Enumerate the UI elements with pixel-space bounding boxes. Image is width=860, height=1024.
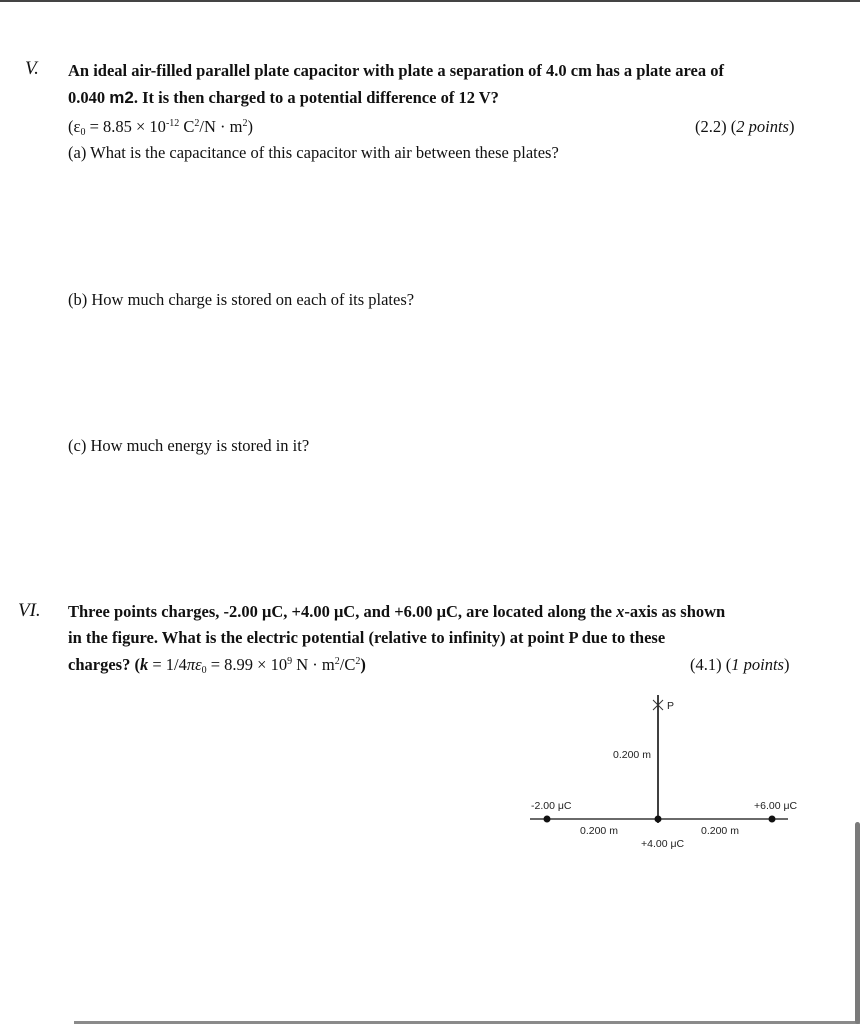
problem-v-number: V. [25,58,39,79]
point-p-label: P [667,700,675,712]
problem-v-part-b: (b) How much charge is stored on each of its plates? [68,290,415,309]
problem-vi-line-2: in the figure. What is the electric potential (relative to infinity) at point P due to these [68,628,666,647]
left-charge-dot [544,816,551,823]
middle-charge-label: +4.00 μC [641,838,685,850]
problem-vi-line-3: charges? ($k = 1/4\pi\varepsilon_0 = 8.99 \times 10^9$ $N \cdot m^2/C^2$) [68,655,366,676]
right-charge-label: +6.00 μC [754,800,798,812]
problem-vi-points: (4.1) (1 points) [690,655,790,674]
middle-charge-dot [655,816,662,823]
problem-v-part-a: (a) What is the capacitance of this capacitor with air between these plates? [68,143,559,162]
problem-v-constant: ($\varepsilon_0 = 8.85 \times 10^{-12}$ $C^2/N \cdot m^2$) [68,117,254,138]
problem-v-part-c: (c) How much energy is stored in it? [68,436,310,455]
scrollbar[interactable] [855,822,860,1024]
left-distance-label: 0.200 m [580,825,618,837]
charge-figure [520,685,800,860]
top-rule [0,0,860,2]
problem-v-line-2-rest: . It is then charged to a potential difference of 12 V? [133,88,499,107]
right-distance-label: 0.200 m [701,825,739,837]
vertical-distance-label: 0.200 m [613,749,651,761]
right-charge-dot [769,816,776,823]
problem-v-line-1: An ideal air-filled parallel plate capacitor with plate a separation of 4.0 cm has a plate area of [68,61,724,80]
left-charge-label: -2.00 μC [531,800,572,812]
problem-v-points: (2.2) (2 points) [695,117,795,136]
problem-v-line-2 [68,88,499,108]
problem-v-area-unit: m2 [109,88,134,107]
problem-vi-number: VI. [18,600,41,621]
problem-vi-line-1: Three points charges, -2.00 μC, +4.00 μC, and +6.00 μC, are located along the x-axis as shown [68,602,726,621]
problem-v-area-value: 0.040 [68,88,110,107]
